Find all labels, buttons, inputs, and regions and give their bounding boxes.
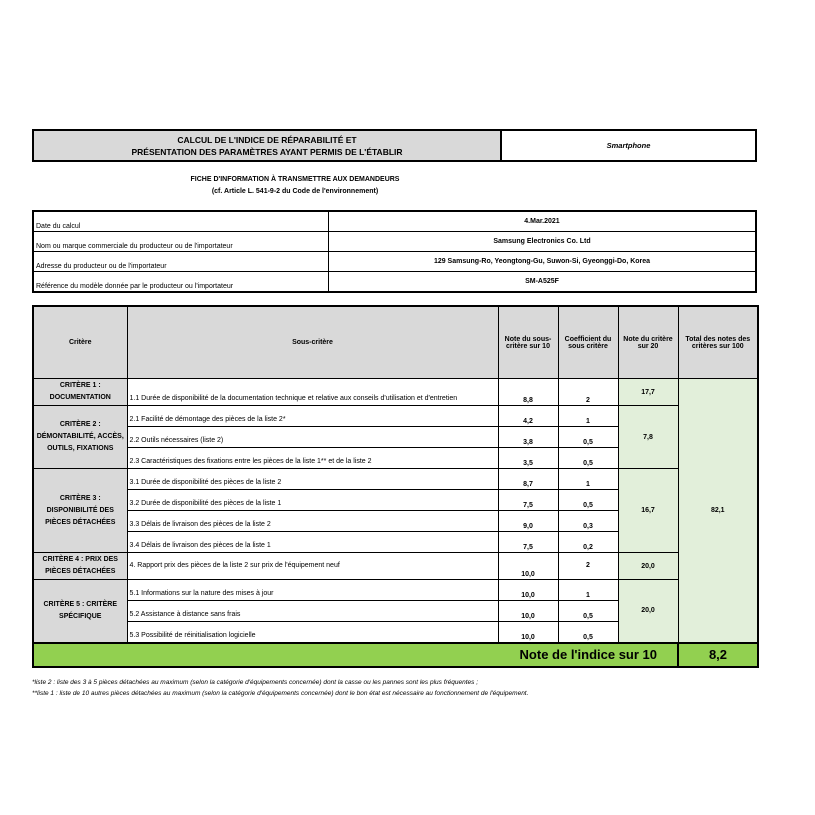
subcriterion-coef: 0,5	[558, 490, 618, 511]
col-header-total: Total des notes des critères sur 100	[678, 306, 758, 379]
table-header-row	[33, 306, 758, 379]
index-value: 8,2	[678, 643, 758, 667]
col-header-criterion: Critère	[33, 306, 127, 379]
col-header-coef: Coefficient du sous critère	[558, 306, 618, 379]
index-label: Note de l'indice sur 10	[33, 643, 678, 667]
subcriterion-label: 4. Rapport prix des pièces de la liste 2 sur prix de l'équipement neuf	[127, 553, 498, 580]
subcriterion-coef: 0,5	[558, 601, 618, 622]
subcriterion-coef: 0,2	[558, 532, 618, 553]
subcriterion-note: 7,5	[498, 532, 558, 553]
total-score: 82,1	[678, 379, 758, 643]
footnote-2: **liste 1 : liste de 10 autres pièces détachées au maximum (selon la catégorie d'équipements concernée) dont le bon état est nécessaire au fonctionnement de l'équipement.	[32, 690, 529, 697]
criterion-3-score: 16,7	[618, 469, 678, 553]
subcriterion-note: 8,7	[498, 469, 558, 490]
criterion-1-name: CRITÈRE 1 : DOCUMENTATION	[33, 379, 127, 406]
subcriterion-label: 2.2 Outils nécessaires (liste 2)	[127, 427, 498, 448]
subtitle-line-1: FICHE D'INFORMATION À TRANSMETTRE AUX DEMANDEURS	[190, 176, 400, 183]
subcriterion-coef: 2	[558, 553, 618, 580]
subcriterion-note: 10,0	[498, 622, 558, 643]
subcriterion-label: 3.4 Délais de livraison des pièces de la liste 1	[127, 532, 498, 553]
criterion-3-name: CRITÈRE 3 : DISPONIBILITÉ DES PIÈCES DÉTACHÉES	[33, 469, 127, 553]
subcriterion-coef: 1	[558, 406, 618, 427]
table-row	[33, 553, 758, 580]
info-label: Nom ou marque commerciale du producteur ou de l'importateur	[33, 232, 329, 252]
subcriterion-note: 3,5	[498, 448, 558, 469]
subcriterion-note: 4,2	[498, 406, 558, 427]
col-header-note-crit: Note du critère sur 20	[618, 306, 678, 379]
info-label: Adresse du producteur ou de l'importateur	[33, 252, 329, 272]
subcriterion-label: 2.1 Facilité de démontage des pièces de la liste 2*	[127, 406, 498, 427]
subcriterion-label: 3.3 Délais de livraison des pièces de la liste 2	[127, 511, 498, 532]
criterion-4-score: 20,0	[618, 553, 678, 580]
subcriterion-coef: 2	[558, 379, 618, 406]
subcriterion-label: 5.3 Possibilité de réinitialisation logicielle	[127, 622, 498, 643]
info-value: 129 Samsung-Ro, Yeongtong-Gu, Suwon-Si, Gyeonggi-Do, Korea	[329, 252, 757, 272]
col-header-subcriterion: Sous-critère	[127, 306, 498, 379]
info-row	[33, 211, 756, 232]
subcriterion-note: 8,8	[498, 379, 558, 406]
info-row	[33, 232, 756, 252]
info-label: Référence du modèle donnée par le producteur ou l'importateur	[33, 272, 329, 293]
table-row	[33, 580, 758, 601]
subcriterion-note: 9,0	[498, 511, 558, 532]
criterion-4-name: CRITÈRE 4 : PRIX DES PIÈCES DÉTACHÉES	[33, 553, 127, 580]
subcriterion-coef: 1	[558, 469, 618, 490]
subcriterion-label: 5.2 Assistance à distance sans frais	[127, 601, 498, 622]
criterion-5-score: 20,0	[618, 580, 678, 643]
subtitle-line-2: (cf. Article L. 541-9-2 du Code de l'environnement)	[211, 188, 379, 195]
index-row	[33, 643, 758, 667]
subcriterion-note: 10,0	[498, 580, 558, 601]
subcriterion-note: 7,5	[498, 490, 558, 511]
info-value: SM-A525F	[329, 272, 757, 293]
document-title	[33, 130, 501, 161]
subcriterion-coef: 0,5	[558, 427, 618, 448]
criterion-5-name: CRITÈRE 5 : CRITÈRE SPÉCIFIQUE	[33, 580, 127, 643]
subcriterion-note: 3,8	[498, 427, 558, 448]
subcriterion-label: 3.1 Durée de disponibilité des pièces de la liste 2	[127, 469, 498, 490]
info-table	[32, 210, 757, 293]
subcriterion-coef: 0,5	[558, 448, 618, 469]
table-row	[33, 379, 758, 406]
table-row	[33, 469, 758, 490]
footnote-1: *liste 2 : liste des 3 à 5 pièces détachées au maximum (selon la catégorie d'équipements concernée) dont la casse ou les pannes sont les plus fréquentes ;	[32, 679, 479, 686]
subcriterion-label: 5.1 Informations sur la nature des mises à jour	[127, 580, 498, 601]
subcriterion-label: 2.3 Caractéristiques des fixations entre les pièces de la liste 1** et de la liste 2	[127, 448, 498, 469]
col-header-note-sub: Note du sous-critère sur 10	[498, 306, 558, 379]
subcriterion-note: 10,0	[498, 601, 558, 622]
subtitle	[32, 174, 558, 198]
criterion-2-name: CRITÈRE 2 : DÉMONTABILITÉ, ACCÈS, OUTILS, FIXATIONS	[33, 406, 127, 469]
subcriterion-label: 3.2 Durée de disponibilité des pièces de la liste 1	[127, 490, 498, 511]
device-type: Smartphone	[501, 130, 756, 161]
criterion-2-score: 7,8	[618, 406, 678, 469]
info-value: 4.Mar.2021	[329, 211, 757, 232]
title-line-2: PRÉSENTATION DES PARAMÈTRES AYANT PERMIS DE L'ÉTABLIR	[131, 146, 403, 157]
info-row	[33, 252, 756, 272]
header-table	[32, 129, 757, 162]
criterion-1-score: 17,7	[618, 379, 678, 406]
subcriterion-coef: 0,5	[558, 622, 618, 643]
info-value: Samsung Electronics Co. Ltd	[329, 232, 757, 252]
subcriterion-coef: 1	[558, 580, 618, 601]
table-row	[33, 406, 758, 427]
subcriterion-coef: 0,3	[558, 511, 618, 532]
info-row	[33, 272, 756, 293]
subcriterion-label: 1.1 Durée de disponibilité de la documentation technique et relative aux conseils d'utilisation et d'entretien	[127, 379, 498, 406]
info-label: Date du calcul	[33, 211, 329, 232]
title-line-1: CALCUL DE L'INDICE DE RÉPARABILITÉ ET	[177, 134, 357, 145]
score-table	[32, 305, 759, 668]
subcriterion-note: 10,0	[498, 553, 558, 580]
